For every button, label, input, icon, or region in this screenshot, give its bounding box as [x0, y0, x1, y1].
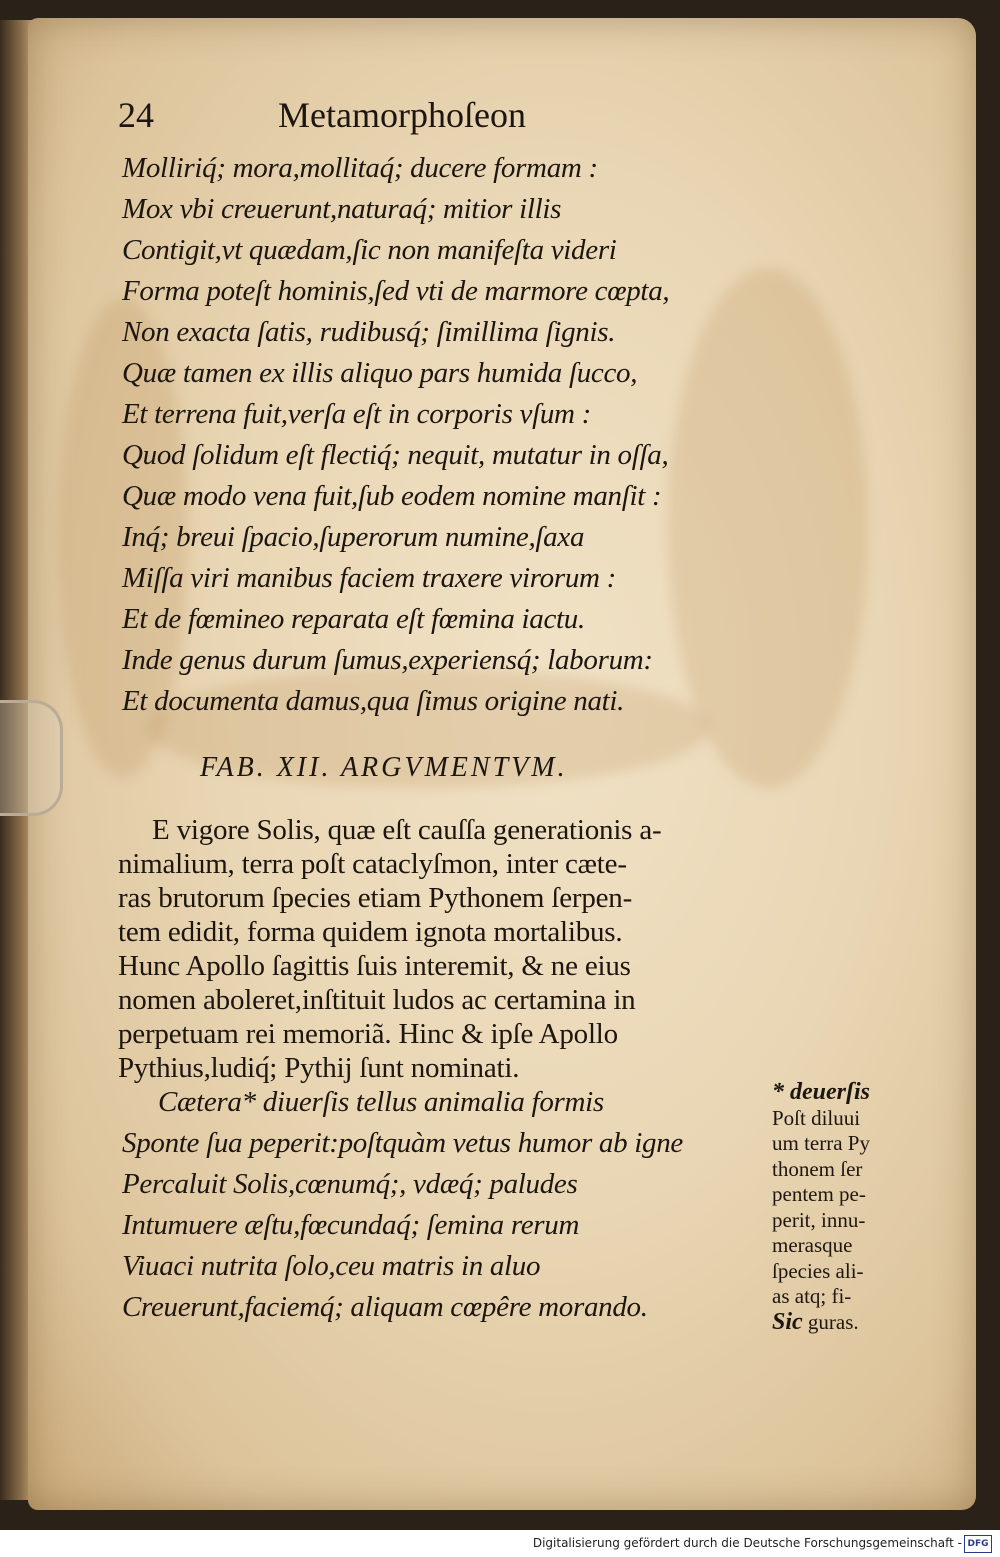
argument-line: nimalium, terra poſt cataclyſmon, inter cæte- [118, 848, 627, 880]
marginal-note-line: thonem ſer [772, 1156, 863, 1181]
marginal-note-line: um terra Py [772, 1131, 870, 1155]
marginal-note-line: as atq; fi- [772, 1284, 852, 1308]
verse-line: Viuaci nutrita ſolo,ceu matris in aluo [122, 1250, 541, 1282]
argument-line: Pythius,ludiq́; Pythij ſunt nominati. [118, 1052, 520, 1084]
verse-line: Inq́; breui ſpacio,ſuperorum numine,ſaxa [122, 521, 585, 553]
marginal-note-line: pentem pe- [772, 1182, 866, 1206]
marginal-note-line: merasque [772, 1233, 853, 1257]
folio-number: 24 [118, 95, 154, 135]
marginal-note-last-line [772, 1310, 932, 1336]
verse-line: Et de fœmineo reparata eſt fœmina iactu. [122, 603, 585, 635]
section-heading: FAB. XII. ARGVMENTVM. [200, 752, 568, 783]
marginal-note-line: Poſt diluui [772, 1105, 861, 1130]
marginal-note-line: perit, innu- [772, 1207, 866, 1232]
argument-line: ras brutorum ſpecies etiam Pythonem ſerpen- [118, 882, 633, 914]
argument-line: E vigore Solis, quæ eſt cauſſa generationis a- [152, 814, 662, 846]
marginal-note [772, 1080, 932, 1335]
marginal-note-last-word: guras. [807, 1309, 859, 1334]
running-head: Metamorphoſeon [278, 95, 526, 135]
dfg-logo-icon: DFG [964, 1535, 992, 1553]
verse-line: Intumuere æſtu,fœcundaq́; ſemina rerum [122, 1209, 580, 1241]
argument-line: nomen aboleret,inſtituit ludos ac certamina in [118, 984, 636, 1016]
verse-line: Forma poteſt hominis,ſed vti de marmore cœpta, [122, 275, 670, 307]
verse-line: Creuerunt,faciemq́; aliquam cœpêre morando. [122, 1291, 648, 1323]
verse-line: Inde genus durum ſumus,experiensq́; laborum: [122, 644, 653, 676]
verse-line: Molliriq́; mora,mollitaq́; ducere formam : [122, 152, 598, 184]
verse-line: Mox vbi creuerunt,naturaq́; mitior illis [122, 193, 562, 225]
argument-line: tem edidit, forma quidem ignota mortalibus. [118, 916, 623, 948]
verse-line: Percaluit Solis,cœnumq́;, vdæq́; paludes [122, 1168, 578, 1200]
catchword: Sic [772, 1308, 803, 1335]
footer-credit: Digitalisierung gefördert durch die Deutsche Forschungsgemeinschaft - [532, 1536, 962, 1550]
verse-line: Et documenta damus,qua ſimus origine nati. [122, 685, 625, 717]
verse-line: Sponte ſua peperit:poſtquàm vetus humor ab igne [122, 1127, 683, 1159]
verse-line: Contigit,vt quædam,ſic non manifeſta videri [122, 234, 617, 266]
page-clip [0, 700, 63, 816]
marginal-note-line: ſpecies ali- [772, 1258, 864, 1283]
verse-line: Cætera* diuerſis tellus animalia formis [158, 1086, 604, 1118]
marginal-note-ref: * deuerſis [772, 1079, 870, 1105]
verse-line: Quæ tamen ex illis aliquo pars humida ſucco, [122, 357, 638, 389]
verse-line: Quæ modo vena fuit,ſub eodem nomine manſit : [122, 480, 662, 512]
verse-line: Quod ſolidum eſt flectiq́; nequit, mutatur in oſſa, [122, 439, 669, 471]
verse-line: Et terrena fuit,verſa eſt in corporis vſum : [122, 398, 591, 430]
footer-bar [0, 1530, 1000, 1557]
water-stain [668, 268, 868, 788]
verse-line: Miſſa viri manibus faciem traxere virorum : [122, 562, 616, 594]
argument-line: perpetuam rei memoriã. Hinc & ipſe Apollo [118, 1018, 618, 1050]
verse-line: Non exacta ſatis, rudibusq́; ſimillima ſignis. [122, 316, 616, 348]
argument-line: Hunc Apollo ſagittis ſuis interemit, & ne eius [118, 950, 631, 982]
